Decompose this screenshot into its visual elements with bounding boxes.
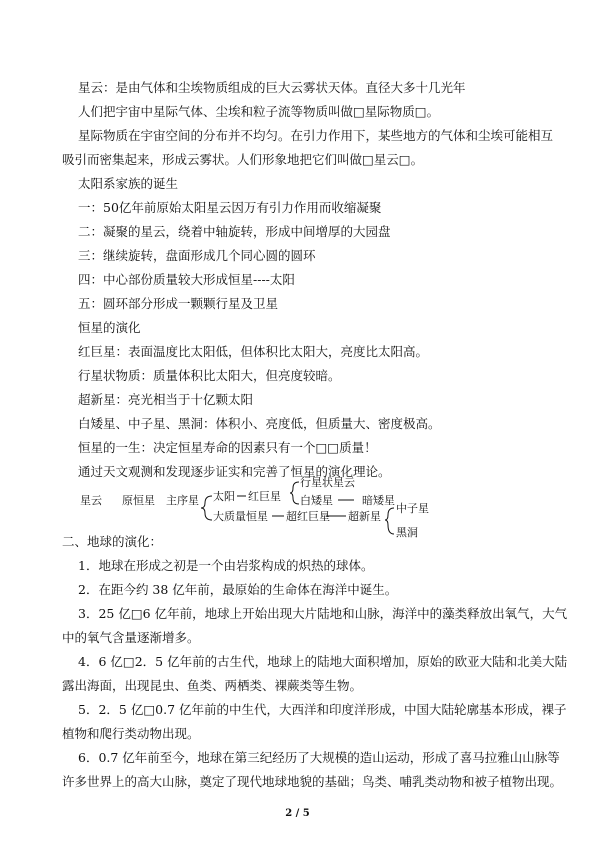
diagram-black-dwarf: 暗矮星: [362, 494, 395, 507]
diagram-sun: 太阳: [213, 490, 235, 503]
brace-red-giant: [290, 482, 299, 504]
diagram-planetary: 行星状星云: [300, 476, 355, 489]
text-line-star-life: 恒星的一生：决定恒星寿命的因素只有一个□□质量！: [78, 440, 377, 455]
text-line-step-1: 一：50亿年前原始太阳星云因万有引力作用而收缩凝聚: [78, 200, 382, 215]
text-line-planetary: 行星状物质：质量体积比太阳大，但亮度较暗。: [78, 368, 341, 383]
diagram-supernova: 超新星: [348, 510, 381, 523]
diagram-red-supergiant: 超红巨星: [286, 510, 330, 523]
text-line-observation: 通过天文观测和发现逐步证实和完善了恒星的演化理论。: [78, 464, 391, 479]
page-number: 2 / 5: [285, 808, 310, 819]
text-line-distribution-2: 吸引而密集起来，形成云雾状。人们形象地把它们叫做□星云□。: [62, 152, 424, 167]
brace-main-sequence: [201, 496, 212, 520]
text-line-step-4: 四：中心部份质量较大形成恒星----太阳: [78, 272, 295, 287]
section-heading-earth-evolution: 二、地球的演化：: [62, 534, 163, 549]
diagram-neutron-star: 中子星: [396, 502, 429, 515]
section-heading-solar-system: 太阳系家族的诞生: [78, 176, 179, 191]
text-line-earth-3a: 3．25 亿□6 亿年前，地球上开始出现大片陆地和山脉，海洋中的藻类释放出氧气，大气: [78, 606, 568, 621]
diagram-white-dwarf: 白矮星: [300, 494, 333, 507]
diagram-main-sequence: 主序星: [166, 494, 199, 507]
text-line-compact-stars: 白矮星、中子星、黑洞：体积小、亮度低，但质量大、密度极高。: [78, 416, 441, 431]
text-line-step-2: 二：凝聚的星云，绕着中轴旋转，形成中间增厚的大园盘: [78, 224, 391, 239]
text-line-earth-4b: 露出海面，出现昆虫、鱼类、两栖类、裸蕨类等生物。: [62, 678, 363, 693]
brace-supernova: [385, 508, 394, 534]
text-line-red-giant: 红巨星：表面温度比太阳低，但体积比太阳大，亮度比太阳高。: [78, 344, 429, 359]
text-line-earth-3b: 中的氧气含量逐渐增多。: [62, 630, 200, 645]
text-line-earth-1: 1．地球在形成之初是一个由岩浆构成的炽热的球体。: [78, 558, 374, 573]
text-line-earth-6a: 6．0.7 亿年前至今，地球在第三纪经历了大规模的造山运动，形成了喜马拉雅山山脉等: [78, 750, 560, 765]
text-line-earth-5b: 植物和爬行类动物出现。: [62, 726, 200, 741]
text-line-earth-2: 2．在距今约 38 亿年前，最原始的生命体在海洋中诞生。: [78, 582, 398, 597]
text-line-nebula: 星云：是由气体和尘埃物质组成的巨大云雾状天体。直径大多十几光年: [78, 80, 466, 95]
diagram-nebula: 星云: [80, 494, 102, 507]
text-line-step-3: 三：继续旋转，盘面形成几个同心圆的圆环: [78, 248, 316, 263]
diagram-protostar: 原恒星: [122, 494, 155, 507]
text-line-step-5: 五：圆环部分形成一颗颗行星及卫星: [78, 296, 279, 311]
diagram-massive-star: 大质量恒星: [213, 510, 268, 523]
text-line-earth-4a: 4．6 亿□2．5 亿年前的古生代，地球上的陆地大面积增加，原始的欧亚大陆和北美大陆: [78, 654, 568, 669]
text-line-earth-6b: 许多世界上的高大山脉，奠定了现代地球地貌的基础；鸟类、哺乳类动物和被子植物出现。: [62, 774, 563, 789]
text-line-distribution-1: 星际物质在宇宙空间的分布并不均匀。在引力作用下，某些地方的气体和尘埃可能相互: [78, 128, 554, 143]
section-heading-stellar-evolution: 恒星的演化: [78, 320, 141, 335]
diagram-black-hole: 黑洞: [396, 526, 418, 539]
diagram-red-giant: 红巨星: [248, 490, 281, 503]
text-line-earth-5a: 5．2．5 亿□0.7 亿年前的中生代，大西洋和印度洋形成，中国大陆轮廓基本形成，裸子: [78, 702, 567, 717]
text-line-interstellar: 人们把宇宙中星际气体、尘埃和粒子流等物质叫做□星际物质□。: [78, 104, 440, 119]
text-line-supernova: 超新星：亮光相当于十亿颗太阳: [78, 392, 254, 407]
